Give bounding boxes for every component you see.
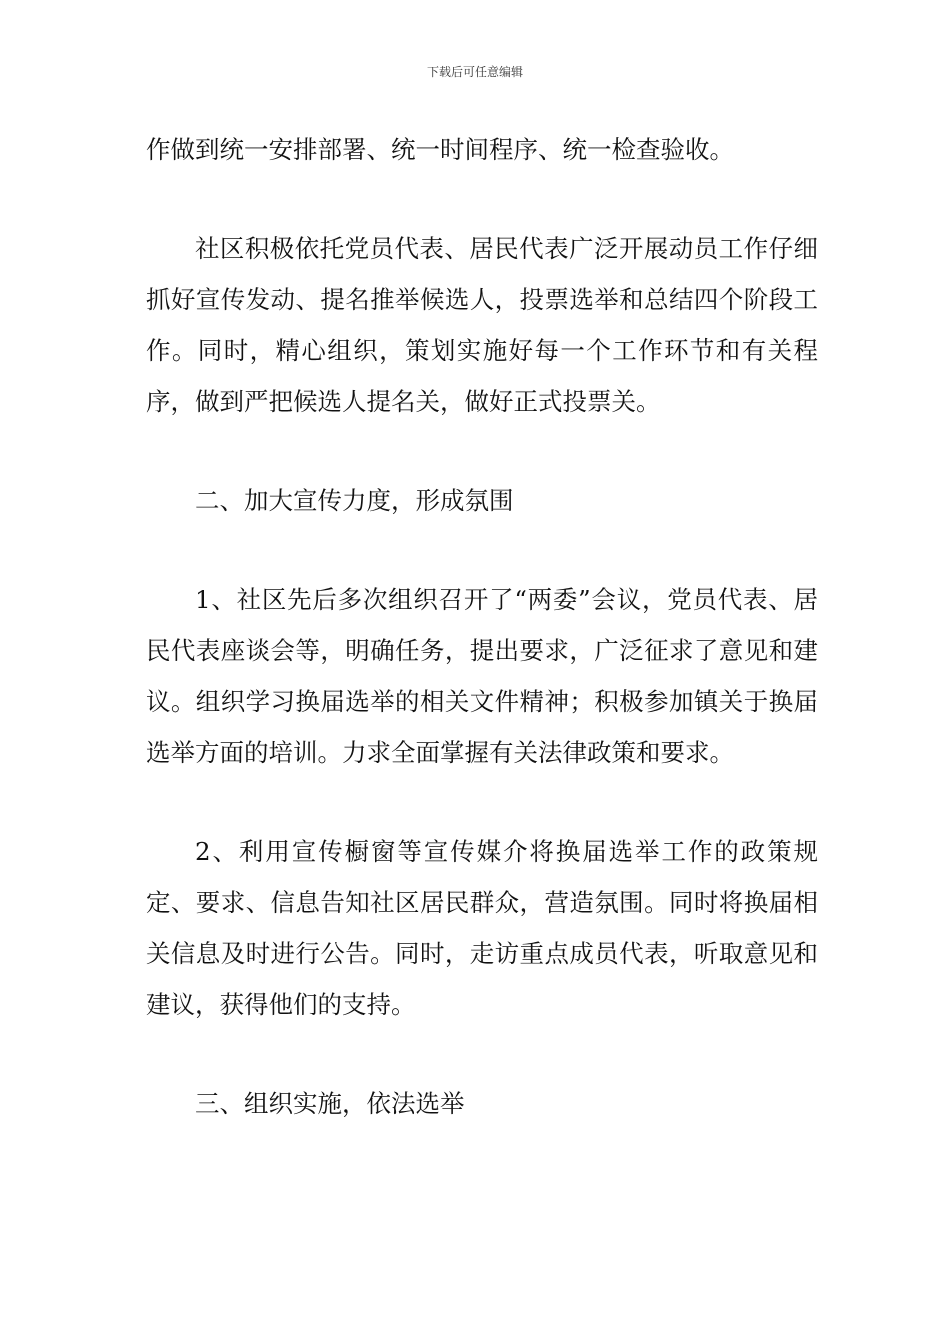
section-heading-publicity: 二、加大宣传力度，形成氛围 <box>195 486 514 515</box>
paragraph-continuation: 作做到统一安排部署、统一时间程序、统一检查验收。 <box>146 135 734 164</box>
paragraph-item-2: 2、利用宣传橱窗等宣传媒介将换届选举工作的政策规定、要求、信息告知社区居民群众，营造氛围。同时将换届相关信息及时进行公告。同时，走访重点成员代表，听取意见和建议，获得他们的支持。 <box>146 837 818 1019</box>
document-body <box>146 124 818 1129</box>
paragraph-mobilization: 社区积极依托党员代表、居民代表广泛开展动员工作仔细抓好宣传发动、提名推举候选人，投票选举和总结四个阶段工作。同时，精心组织，策划实施好每一个工作环节和有关程序，做到严把候选人提名关，做好正式投票关。 <box>146 234 818 416</box>
section-heading-implementation: 三、组织实施，依法选举 <box>195 1089 465 1118</box>
paragraph-item-1: 1、社区先后多次组织召开了“两委”会议，党员代表、居民代表座谈会等，明确任务，提出要求，广泛征求了意见和建议。组织学习换届选举的相关文件精神；积极参加镇关于换届选举方面的培训。力求全面掌握有关法律政策和要求。 <box>146 585 818 767</box>
page-header-note: 下载后可任意编辑 <box>426 65 523 79</box>
